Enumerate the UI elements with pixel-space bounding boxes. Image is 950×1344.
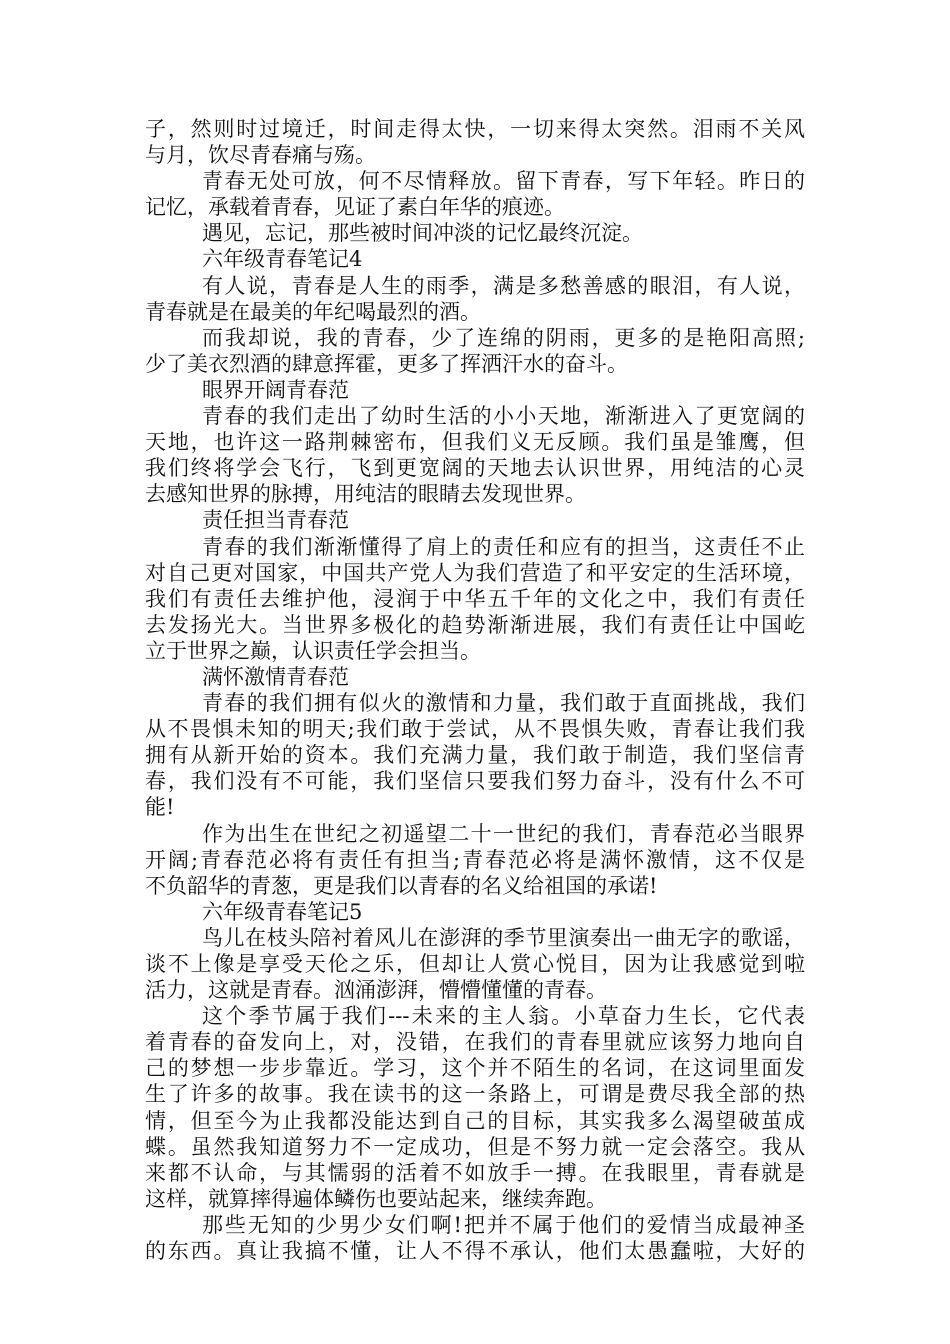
text-line: 去感知世界的脉搏，用纯洁的眼睛去发现世界。 <box>145 482 586 507</box>
text-line: 的东西。真让我搞不懂，让人不得不承认，他们太愚蠢啦，大好的 <box>145 1239 805 1264</box>
text-line: 活力，这就是青春。汹涌澎湃，懵懵懂懂的青春。 <box>145 978 607 1003</box>
text-line: 蝶。虽然我知道努力不一定成功，但是不努力就一定会落空。我从 <box>145 1134 805 1159</box>
text-line: 六年级青春笔记4 <box>202 247 363 272</box>
text-line: 去发扬光大。当世界多极化的趋势渐渐进展，我们有责任让中国屹 <box>145 612 805 637</box>
text-line: 天地，也许这一路荆棘密布，但我们义无反顾。我们虽是雏鹰，但 <box>145 430 805 455</box>
text-line: 责任担当青春范 <box>202 508 349 533</box>
text-line: 春，我们没有不可能，我们坚信只要我们努力奋斗，没有什么不可 <box>145 769 805 794</box>
text-line: 来都不认命，与其懦弱的活着不如放手一搏。在我眼里，青春就是 <box>145 1160 805 1185</box>
text-line: 而我却说，我的青春，少了连绵的阴雨，更多的是艳阳高照; <box>202 325 805 350</box>
text-line: 眼界开阔青春范 <box>202 377 349 402</box>
text-line: 开阔;青春范必将有责任有担当;青春范必将是满怀激情，这不仅是 <box>145 847 805 872</box>
text-line: 作为出生在世纪之初遥望二十一世纪的我们，青春范必当眼界 <box>202 821 805 846</box>
text-line: 少了美衣烈酒的肆意挥霍，更多了挥洒汗水的奋斗。 <box>145 351 628 376</box>
text-line: 青春就是在最美的年纪喝最烈的酒。 <box>145 299 481 324</box>
text-line: 我们终将学会飞行，飞到更宽阔的天地去认识世界，用纯洁的心灵 <box>145 456 805 481</box>
text-line: 青春的我们走出了幼时生活的小小天地，渐渐进入了更宽阔的 <box>202 404 805 429</box>
text-line: 那些无知的少男少女们啊!把并不属于他们的爱情当成最神圣 <box>202 1212 805 1237</box>
text-line: 不负韶华的青葱，更是我们以青春的名义给祖国的承诺! <box>145 873 658 898</box>
text-line: 拥有从新开始的资本。我们充满力量，我们敢于制造，我们坚信青 <box>145 743 805 768</box>
text-line: 青春的我们拥有似火的激情和力量，我们敢于直面挑战，我们 <box>202 691 805 716</box>
text-line: 从不畏惧未知的明天;我们敢于尝试，从不畏惧失败，青春让我们我 <box>145 717 805 742</box>
text-line: 能! <box>145 795 175 820</box>
document-body <box>145 116 805 1264</box>
text-line: 着青春的奋发向上，对，没错，在我们的青春里就应该努力地向自 <box>145 1030 805 1055</box>
text-line: 生了许多的故事。我在读书的这一条路上，可谓是费尽我全部的热 <box>145 1082 805 1107</box>
text-line: 六年级青春笔记5 <box>202 899 363 924</box>
text-line: 情，但至今为止我都没能达到自己的目标，其实我多么渴望破茧成 <box>145 1108 805 1133</box>
text-line: 我们有责任去维护他，浸润于中华五千年的文化之中，我们有责任 <box>145 586 805 611</box>
text-line: 对自己更对国家，中国共产党人为我们营造了和平安定的生活环境， <box>145 560 805 585</box>
text-line: 记忆，承载着青春，见证了素白年华的痕迹。 <box>145 195 565 220</box>
text-line: 青春无处可放，何不尽情释放。留下青春，写下年轻。昨日的 <box>202 169 805 194</box>
text-line: 遇见，忘记，那些被时间冲淡的记忆最终沉淀。 <box>202 221 643 246</box>
text-line: 己的梦想一步步靠近。学习，这个并不陌生的名词，在这词里面发 <box>145 1056 805 1081</box>
text-line: 这样，就算摔得遍体鳞伤也要站起来，继续奔跑。 <box>145 1186 607 1211</box>
text-line: 与月，饮尽青春痛与殇。 <box>145 143 376 168</box>
text-line: 谈不上像是享受天伦之乐，但却让人赏心悦目，因为让我感觉到啦 <box>145 952 805 976</box>
text-line: 子，然则时过境迁，时间走得太快，一切来得太突然。泪雨不关风 <box>145 117 805 141</box>
text-line: 有人说，青春是人生的雨季，满是多愁善感的眼泪，有人说， <box>202 273 805 298</box>
text-line: 立于世界之巅，认识责任学会担当。 <box>145 638 481 663</box>
text-line: 这个季节属于我们---未来的主人翁。小草奋力生长，它代表 <box>202 1004 805 1029</box>
text-line: 鸟儿在枝头陪衬着风儿在澎湃的季节里演奏出一曲无字的歌谣， <box>202 925 805 950</box>
text-line: 满怀激情青春范 <box>202 664 349 689</box>
text-line: 青春的我们渐渐懂得了肩上的责任和应有的担当，这责任不止 <box>202 534 805 559</box>
